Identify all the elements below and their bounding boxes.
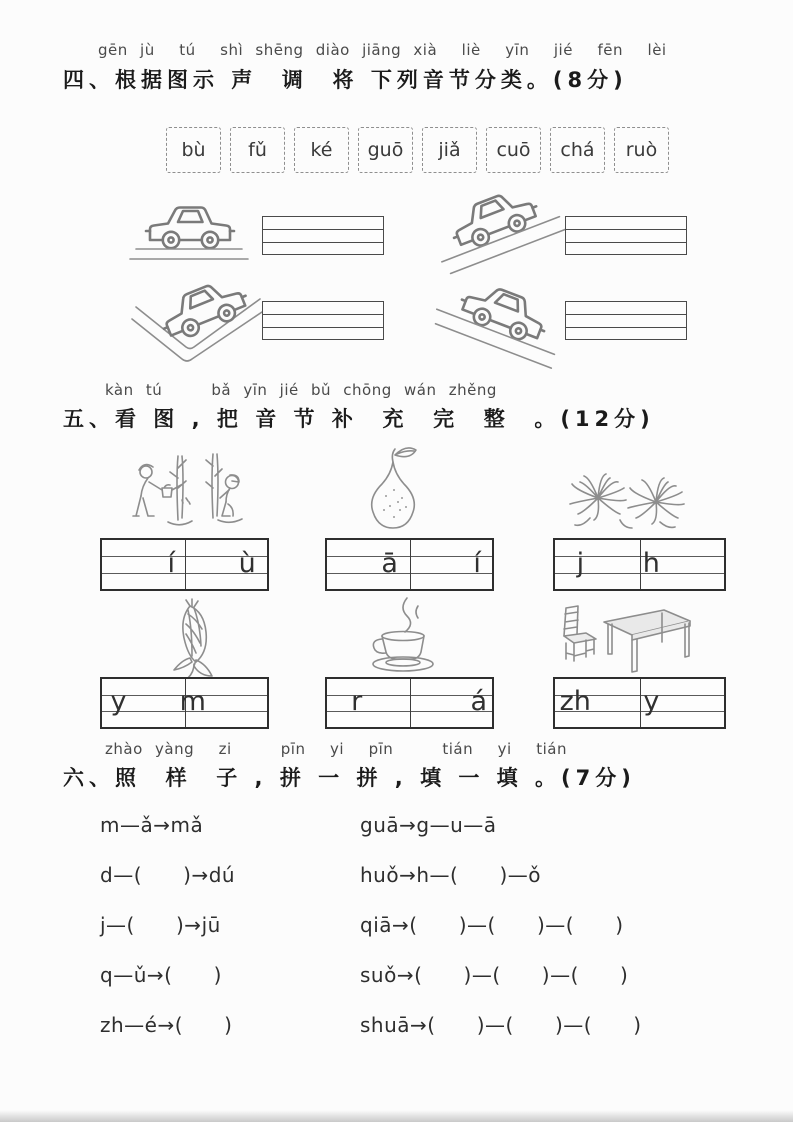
given-letter: r: [351, 685, 363, 717]
corn-illustration: [148, 598, 238, 678]
section4-title: 四、根据图示 声 调 将 下列音节分类。(8分): [63, 68, 628, 92]
table-and-chair-illustration: [548, 596, 696, 680]
spelling-exercise: suǒ→( )—( )—( ): [360, 963, 629, 987]
syllable-card: [230, 127, 285, 173]
given-letter: í: [473, 547, 481, 579]
car-downhill-illustration: [443, 286, 558, 364]
car-flat-road-illustration: [130, 198, 255, 262]
pinyin-writing-grid: [553, 677, 726, 729]
syllable-label: bù: [181, 139, 206, 161]
car-uphill-illustration: [443, 192, 558, 270]
spelling-exercise: guā→g—u—ā: [360, 813, 497, 837]
pear-illustration: [348, 446, 438, 536]
syllable-card: [550, 127, 605, 173]
chrysanthemum-illustration: [560, 468, 695, 532]
tone-answer-grid: [262, 301, 384, 340]
tree-planting-illustration: [118, 448, 250, 536]
given-letter: á: [470, 685, 488, 717]
scan-edge-shadow: [0, 1110, 793, 1122]
given-letter: m: [179, 685, 206, 717]
tone-answer-grid: [262, 216, 384, 255]
syllable-card: [358, 127, 413, 173]
section6-pinyin: zhào yàng zi pīn yi pīn tián yi tián: [105, 740, 567, 758]
spelling-exercise: q—ǔ→( ): [100, 963, 222, 987]
syllable-label: chá: [560, 139, 595, 161]
section6-left-column: [100, 800, 235, 1050]
syllable-card-row: [166, 127, 669, 173]
spelling-exercise: m—ǎ→mǎ: [100, 813, 204, 837]
spelling-exercise: d—( )→dú: [100, 863, 236, 887]
syllable-label: guō: [367, 139, 404, 161]
section6-title: 六、照 样 子 , 拼 一 拼 , 填 一 填 。(7分): [63, 766, 636, 790]
pinyin-writing-grid: [100, 538, 269, 591]
given-letter: y: [643, 685, 660, 717]
syllable-card: [486, 127, 541, 173]
syllable-card: [294, 127, 349, 173]
given-letter: y: [110, 685, 127, 717]
pinyin-writing-grid: [100, 677, 269, 729]
syllable-label: fǔ: [248, 139, 267, 161]
car-valley-illustration: [130, 283, 265, 368]
given-letter: j: [576, 547, 585, 579]
spelling-exercise: j—( )→jū: [100, 913, 221, 937]
tone-answer-grid: [565, 301, 687, 340]
section4-pinyin: gēn jù tú shì shēng diào jiāng xià liè yīn jié fēn lèi: [98, 41, 667, 59]
spelling-exercise: shuā→( )—( )—( ): [360, 1013, 642, 1037]
given-letter: í: [167, 547, 176, 579]
syllable-card: [166, 127, 221, 173]
given-letter: ù: [238, 547, 256, 579]
syllable-label: ruò: [625, 139, 658, 161]
section6-right-column: [360, 800, 642, 1050]
given-letter: zh: [559, 685, 591, 717]
syllable-label: ké: [310, 139, 333, 161]
pinyin-writing-grid: [325, 538, 494, 591]
pinyin-writing-grid: [325, 677, 494, 729]
syllable-card: [422, 127, 477, 173]
given-letter: h: [642, 547, 660, 579]
syllable-label: jiǎ: [438, 139, 461, 161]
section5-pinyin: kàn tú bǎ yīn jié bǔ chōng wán zhěng: [105, 381, 497, 399]
section5-title: 五、看 图 , 把 音 节 补 充 完 整 。(12分): [63, 407, 655, 431]
given-letter: ā: [381, 547, 398, 579]
tone-answer-grid: [565, 216, 687, 255]
syllable-label: cuō: [496, 139, 531, 161]
spelling-exercise: qiā→( )—( )—( ): [360, 913, 624, 937]
syllable-card: [614, 127, 669, 173]
pinyin-writing-grid: [553, 538, 726, 591]
hot-tea-illustration: [345, 596, 455, 678]
spelling-exercise: huǒ→h—( )—ǒ: [360, 863, 542, 887]
spelling-exercise: zh—é→( ): [100, 1013, 233, 1037]
